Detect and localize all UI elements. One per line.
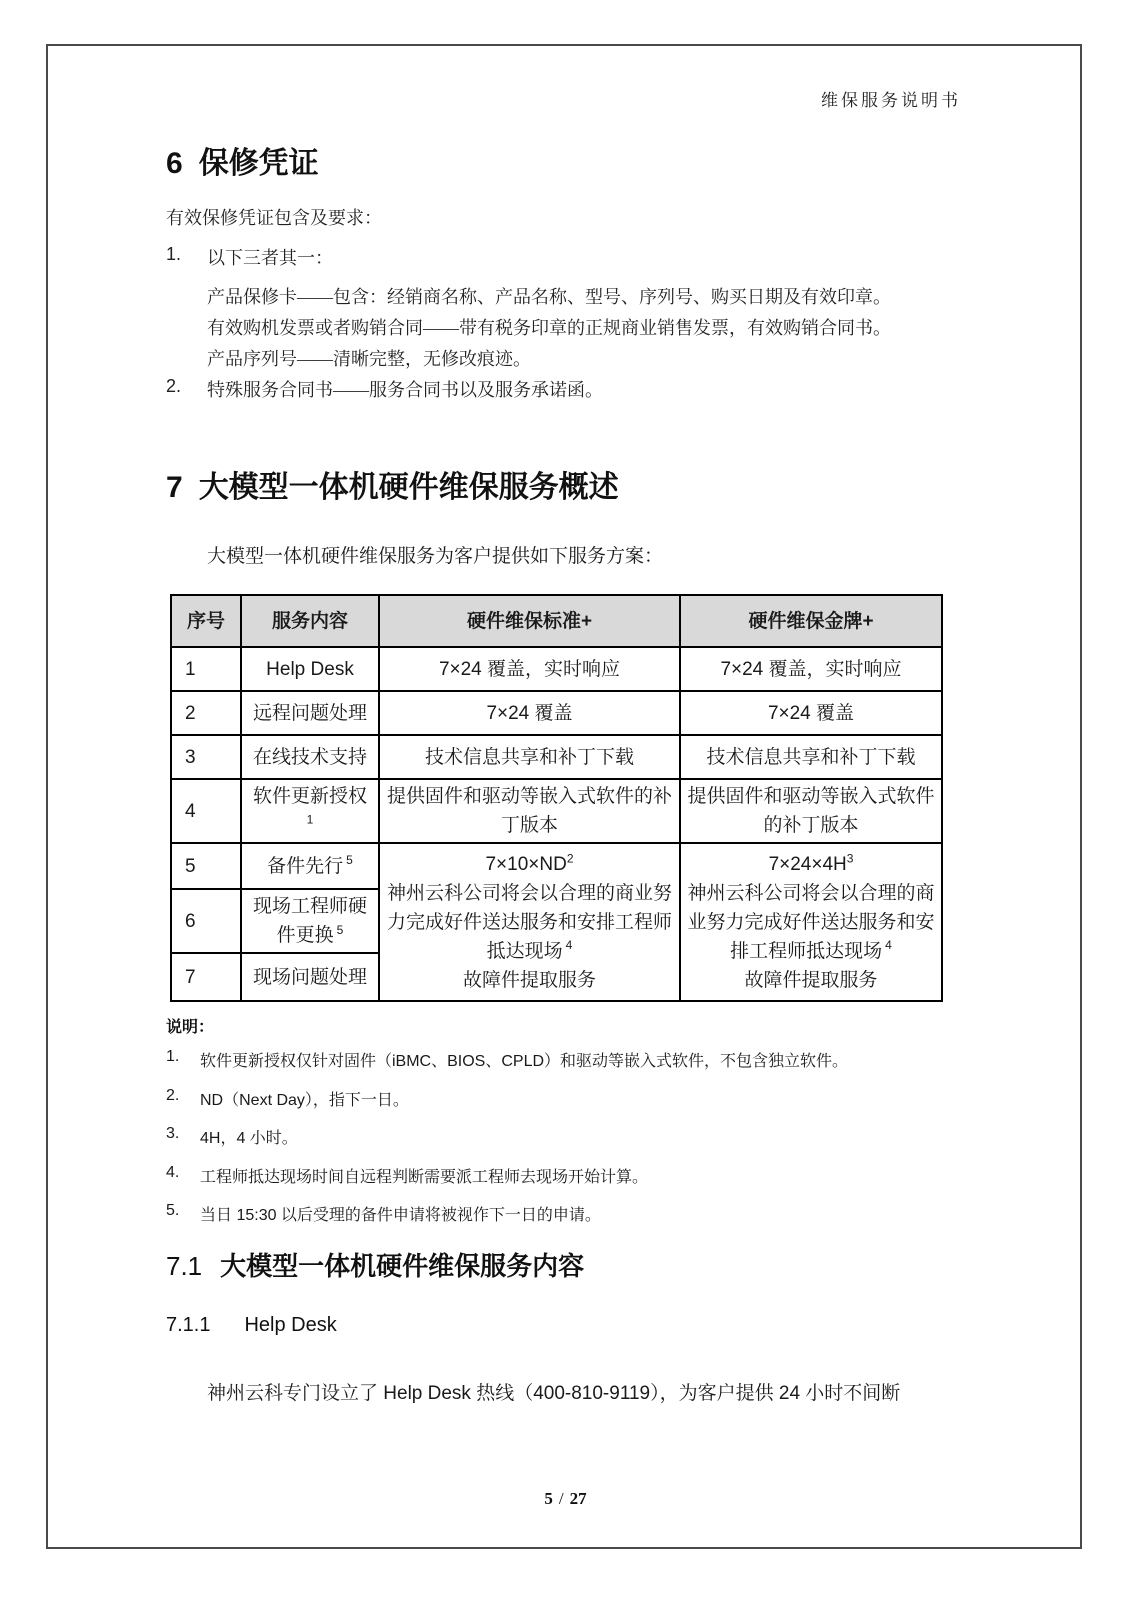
section-7-number: 7 [166,471,183,504]
section-7-1-number: 7.1 [166,1251,203,1281]
row-index: 7 [171,953,241,1001]
service-plan-table [170,594,943,1002]
gold-value: 7×24 覆盖，实时响应 [680,647,942,691]
gold-value: 提供固件和驱动等嵌入式软件的补丁版本 [680,779,942,843]
list-item [166,376,603,402]
section-7-1-1-title: Help Desk [244,1314,337,1336]
service-name: 现场工程师硬件更换 $^5$ [241,889,379,953]
list-item-text: 特殊服务合同书——服务合同书以及服务承诺函。 [207,380,603,400]
service-name-text: 软件更新授权 [252,786,367,807]
gold-merged-cell: $7\times 24\times 4H^3$ 神州云科公司将会以合理的商业努力完成好件送达服务和安排工程师抵达现场 $^4$ 故障件提取服务 [680,843,942,1001]
section-6-intro: 有效保修凭证包含及要求： [166,208,382,228]
page-current: 5 [544,1489,553,1508]
service-name: Help Desk [241,647,379,691]
subparagraph-line: 有效购机发票或者购销合同——带有税务印章的正规商业销售发票，有效购销合同书。 [207,318,891,338]
service-name: 现场问题处理 [241,953,379,1001]
service-name: 备件先行 $^5$ [241,843,379,889]
helpdesk-paragraph: 神州云科专门设立了 Help Desk 热线（400-810-9119），为客户提供 24 小时不间断 [207,1383,901,1404]
list-item-text: 以下三者其一： [207,248,333,268]
section-7-intro: 大模型一体机硬件维保服务为客户提供如下服务方案： [207,546,664,567]
column-header-index: 序号 [171,595,241,647]
standard-body: 神州云科公司将会以合理的商业努力完成好件送达服务和安排工程师抵达现场 [386,882,672,962]
row-index: 2 [171,691,241,735]
table-row [171,647,942,691]
row-index: 1 [171,647,241,691]
notes-label: 说明： [166,1019,215,1036]
note-number: 4. [166,1163,180,1181]
note-text: 当日 15:30 以后受理的备件申请将被视作下一日的申请。 [200,1207,601,1224]
table-row [171,691,942,735]
note-item [166,1087,848,1110]
section-6-subparagraph [207,282,967,375]
section-6-number: 6 [166,147,183,180]
section-7-1-heading [166,1246,584,1283]
table-row [171,779,942,843]
row-index: 5 [171,843,241,889]
note-number: 1. [166,1048,180,1065]
standard-value: 技术信息共享和补丁下载 [379,735,680,779]
section-6-title: 保修凭证 [198,147,319,180]
standard-tail: 故障件提取服务 [462,969,596,991]
note-item [166,1048,848,1071]
notes-list [166,1048,848,1241]
service-name: 远程问题处理 [241,691,379,735]
standard-sla: $7\times 10\times ND^2$ [485,851,574,875]
subparagraph-line: 产品序列号——清晰完整，无修改痕迹。 [207,349,531,369]
gold-sla: $7\times 24\times 4H^3$ [768,851,854,875]
service-name-footnote: 1 [306,812,314,827]
document-header-title: 维保服务说明书 [821,91,961,110]
column-header-standard: 硬件维保标准+ [379,595,680,647]
gold-value: 7×24 覆盖 [680,691,942,735]
gold-tail: 故障件提取服务 [744,969,878,991]
page-number [0,1489,1131,1509]
page-total: 27 [569,1489,587,1508]
row-index: 4 [171,779,241,843]
gold-body: 神州云科公司将会以合理的商业努力完成好件送达服务和安排工程师抵达现场 [687,882,935,962]
section-6-heading [166,138,319,182]
standard-merged-cell: $7\times 10\times ND^2$ 神州云科公司将会以合理的商业努力完成好件送达服务和安排工程师抵达现场 $^4$ 故障件提取服务 [379,843,680,1001]
table-row [171,735,942,779]
table-row [171,843,942,889]
section-7-1-title: 大模型一体机硬件维保服务内容 [220,1251,585,1281]
note-number: 3. [166,1125,180,1142]
service-name: 在线技术支持 [241,735,379,779]
row-index: 3 [171,735,241,779]
standard-value: 7×24 覆盖 [379,691,680,735]
note-number: 2. [166,1086,180,1104]
subparagraph-line: 产品保修卡——包含：经销商名称、产品名称、型号、序列号、购买日期及有效印章。 [207,287,891,307]
note-item [166,1125,848,1148]
note-item [166,1164,848,1187]
note-text: 软件更新授权仅针对固件（iBMC、BIOS、CPLD）和驱动等嵌入式软件，不包含独立软件。 [200,1053,849,1070]
section-7-heading [166,462,619,506]
note-item [166,1202,848,1225]
section-7-title: 大模型一体机硬件维保服务概述 [198,471,619,504]
section-7-1-1-heading [166,1314,337,1337]
service-name [241,779,379,843]
list-item-number: 2. [166,376,182,396]
note-text: ND（Next Day），指下一日。 [200,1091,409,1109]
note-number: 5. [166,1202,180,1219]
note-text: 工程师抵达现场时间自远程判断需要派工程师去现场开始计算。 [200,1168,649,1186]
list-item [166,244,333,270]
table-header-row [171,595,942,647]
gold-value: 技术信息共享和补丁下载 [680,735,942,779]
page-separator: / [558,1489,564,1508]
column-header-gold: 硬件维保金牌+ [680,595,942,647]
standard-value: 7×24 覆盖，实时响应 [379,647,680,691]
section-7-1-1-number: 7.1.1 [166,1314,211,1336]
standard-value: 提供固件和驱动等嵌入式软件的补丁版本 [379,779,680,843]
column-header-service: 服务内容 [241,595,379,647]
note-text: 4H，4 小时。 [200,1130,298,1147]
list-item-number: 1. [166,244,182,264]
row-index: 6 [171,889,241,953]
